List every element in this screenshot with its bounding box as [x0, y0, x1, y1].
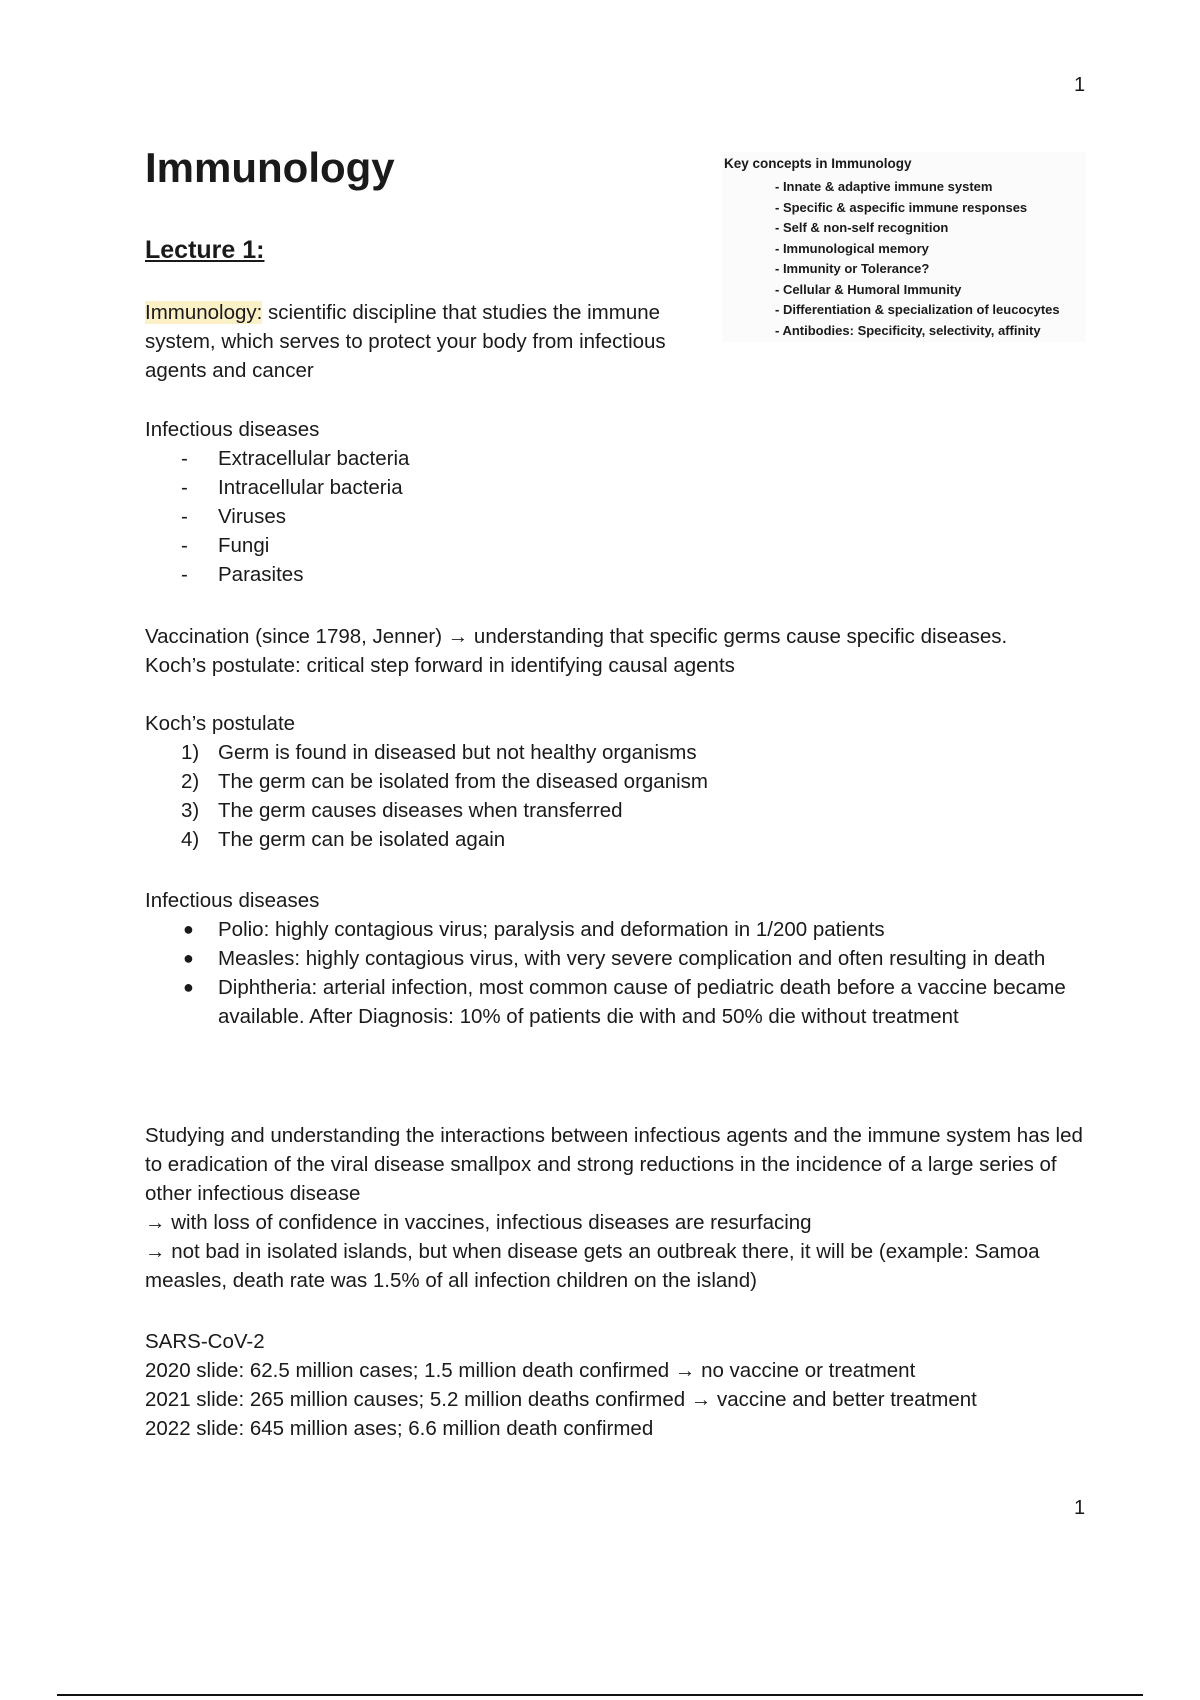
list-item: - Viruses: [181, 505, 286, 528]
key-concept-item: - Innate & adaptive immune system: [775, 179, 993, 194]
list-item: 3) The germ causes diseases when transferred: [181, 799, 623, 822]
koch-heading: Koch’s postulate: [145, 712, 296, 735]
list-item: - Intracellular bacteria: [181, 476, 403, 499]
list-item: - Fungi: [181, 534, 270, 557]
arrow-line-2: → not bad in isolated islands, but when disease gets an outbreak there, it will be (example: Samoa measles, death rate was 1.5% of all infection children on the island): [145, 1240, 1040, 1292]
pathogen-list: [145, 444, 409, 589]
lecture-heading: Lecture 1:: [145, 236, 265, 264]
disease-list: [145, 915, 1085, 1031]
key-concept-item: - Immunological memory: [775, 240, 929, 256]
definition-paragraph: [145, 298, 715, 385]
page-divider: [57, 1694, 1143, 1696]
sars-line-2021: 2021 slide: 265 million causes; 5.2 million deaths confirmed → vaccine and better treatment: [145, 1388, 977, 1411]
infectious-heading-1: Infectious diseases: [145, 418, 320, 441]
arrow-line-1: → with loss of confidence in vaccines, infectious diseases are resurfacing: [145, 1211, 812, 1234]
list-item: 2) The germ can be isolated from the diseased organism: [181, 770, 708, 793]
key-concepts-image: [722, 152, 1086, 342]
list-item: ● Diphtheria: arterial infection, most common cause of pediatric death before a vaccine became available. After Diagnosis: 10% of patients die with and 50% die without treatment: [183, 976, 1066, 1028]
page-number-bottom: 1: [1074, 1497, 1086, 1519]
key-concepts-title: Key concepts in Immunology: [724, 156, 912, 171]
key-concept-item: - Self & non-self recognition: [775, 220, 949, 235]
list-item: - Extracellular bacteria: [181, 447, 410, 470]
list-item: ● Measles: highly contagious virus, with very severe complication and often resulting in death: [183, 947, 1046, 970]
page-number-top: 1: [1074, 74, 1086, 96]
sars-line-2020: 2020 slide: 62.5 million cases; 1.5 million death confirmed → no vaccine or treatment: [145, 1359, 916, 1382]
page-title: Immunology: [145, 144, 395, 191]
key-concept-item: - Cellular & Humoral Immunity: [775, 281, 962, 297]
koch-list: [145, 738, 708, 854]
key-concept-item: - Antibodies: Specificity, selectivity, affinity: [775, 322, 1041, 338]
studying-paragraph: Studying and understanding the interactions between infectious agents and the immune system has led to eradication of the viral disease smallpox and strong reductions in the incidence of a large series of other infectious disease: [145, 1124, 1083, 1205]
definition-text: scientific discipline that studies the immune system, which serves to protect your body from infectious agents and cancer: [145, 301, 666, 382]
list-item: 1) Germ is found in diseased but not healthy organisms: [181, 741, 697, 764]
koch-intro-line: Koch’s postulate: critical step forward in identifying causal agents: [145, 654, 735, 677]
key-concept-item: - Differentiation & specialization of leucocytes: [775, 302, 1060, 317]
infectious-heading-2: Infectious diseases: [145, 889, 320, 912]
vaccination-line: Vaccination (since 1798, Jenner) → understanding that specific germs cause specific diseases.: [145, 625, 1008, 648]
key-concept-item: - Immunity or Tolerance?: [775, 261, 930, 276]
definition-term: Immunology:: [145, 301, 263, 324]
list-item: ● Polio: highly contagious virus; paralysis and deformation in 1/200 patients: [183, 918, 885, 941]
sars-line-2022: 2022 slide: 645 million ases; 6.6 million death confirmed: [145, 1417, 654, 1440]
key-concepts-list: [775, 177, 1060, 341]
list-item: - Parasites: [181, 563, 304, 586]
sars-heading: SARS-CoV-2: [145, 1330, 265, 1353]
list-item: 4) The germ can be isolated again: [181, 828, 506, 851]
key-concept-item: - Specific & aspecific immune responses: [775, 199, 1028, 215]
